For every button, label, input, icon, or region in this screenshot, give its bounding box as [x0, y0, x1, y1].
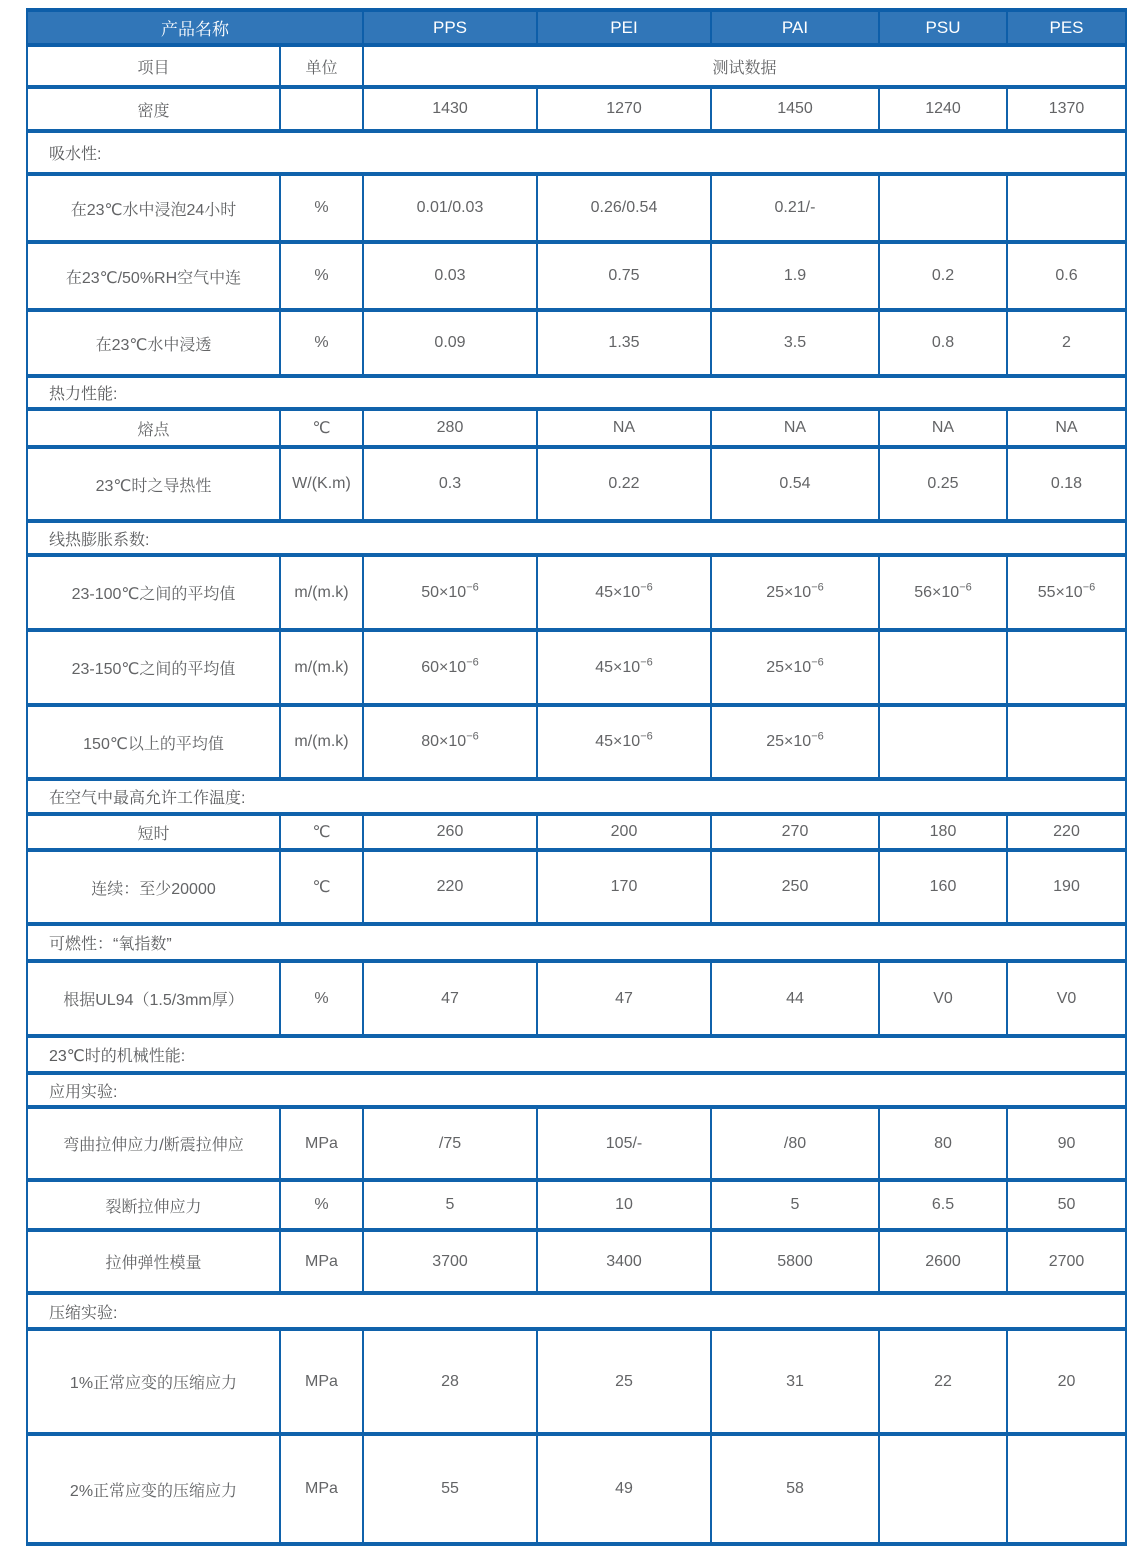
- value-cell: 0.54: [711, 447, 879, 521]
- value-cell: 1450: [711, 87, 879, 131]
- section-header-label: 23℃时的机械性能:: [27, 1036, 1126, 1073]
- property-label: 23℃时之导热性: [27, 447, 280, 521]
- table-row: [27, 1230, 1126, 1293]
- value-cell: $45\times 10^{-6}$: [537, 630, 711, 705]
- section-header-row: [27, 1073, 1126, 1107]
- value-cell: 20: [1007, 1329, 1126, 1434]
- value-cell: 0.01/0.03: [363, 174, 537, 242]
- value-cell: [1007, 705, 1126, 779]
- table-row: [27, 850, 1126, 924]
- property-label: 1%正常应变的压缩应力: [27, 1329, 280, 1434]
- value-cell: 160: [879, 850, 1007, 924]
- material-spec-table-container: [26, 8, 1125, 1546]
- value-cell: /75: [363, 1107, 537, 1180]
- value-cell: 0.21/-: [711, 174, 879, 242]
- material-header-pai: PAI: [711, 10, 879, 45]
- value-cell: 0.2: [879, 242, 1007, 310]
- section-header-label: 可燃性：“氧指数”: [27, 924, 1126, 961]
- value-cell: $80\times 10^{-6}$: [363, 705, 537, 779]
- value-cell: $55\times 10^{-6}$: [1007, 555, 1126, 630]
- section-header-row: [27, 376, 1126, 409]
- value-cell: 1270: [537, 87, 711, 131]
- value-cell: 200: [537, 814, 711, 850]
- table-row: [27, 814, 1126, 850]
- value-cell: 47: [537, 961, 711, 1036]
- property-label: 根据UL94（1.5/3mm厚）: [27, 961, 280, 1036]
- value-cell: [879, 705, 1007, 779]
- product-name-header: 产品名称: [27, 10, 363, 45]
- section-header-row: [27, 924, 1126, 961]
- unit-cell: ℃: [280, 850, 363, 924]
- value-cell: 0.03: [363, 242, 537, 310]
- unit-cell: MPa: [280, 1434, 363, 1544]
- material-header-psu: PSU: [879, 10, 1007, 45]
- value-cell: 5: [363, 1180, 537, 1230]
- value-cell: 3700: [363, 1230, 537, 1293]
- value-cell: 2600: [879, 1230, 1007, 1293]
- section-header-row: [27, 779, 1126, 814]
- unit-cell: %: [280, 242, 363, 310]
- section-header-label: 在空气中最高允许工作温度:: [27, 779, 1126, 814]
- table-row: [27, 705, 1126, 779]
- section-header-label: 吸水性:: [27, 131, 1126, 174]
- value-cell: [879, 1434, 1007, 1544]
- table-row: [27, 630, 1126, 705]
- value-cell: 220: [1007, 814, 1126, 850]
- subheader-row: [27, 45, 1126, 87]
- value-cell: 260: [363, 814, 537, 850]
- unit-cell: %: [280, 1180, 363, 1230]
- spec-table-body: [27, 45, 1126, 1544]
- property-label: 拉伸弹性模量: [27, 1230, 280, 1293]
- table-row: [27, 1434, 1126, 1544]
- table-row: [27, 87, 1126, 131]
- unit-cell: MPa: [280, 1329, 363, 1434]
- unit-cell: ℃: [280, 814, 363, 850]
- value-cell: [1007, 630, 1126, 705]
- value-cell: 1370: [1007, 87, 1126, 131]
- value-cell: 55: [363, 1434, 537, 1544]
- section-header-label: 热力性能:: [27, 376, 1126, 409]
- item-column-label: 项目: [27, 45, 280, 87]
- property-label: 在23℃水中浸透: [27, 310, 280, 376]
- value-cell: 1.35: [537, 310, 711, 376]
- property-label: 裂断拉伸应力: [27, 1180, 280, 1230]
- value-cell: $25\times 10^{-6}$: [711, 630, 879, 705]
- value-cell: $45\times 10^{-6}$: [537, 555, 711, 630]
- value-cell: 0.25: [879, 447, 1007, 521]
- value-cell: 0.3: [363, 447, 537, 521]
- value-cell: NA: [711, 409, 879, 447]
- table-row: [27, 409, 1126, 447]
- section-header-row: [27, 131, 1126, 174]
- property-label: 短时: [27, 814, 280, 850]
- table-row: [27, 555, 1126, 630]
- table-row: [27, 310, 1126, 376]
- table-row: [27, 961, 1126, 1036]
- value-cell: 180: [879, 814, 1007, 850]
- value-cell: NA: [1007, 409, 1126, 447]
- value-cell: 170: [537, 850, 711, 924]
- unit-cell: [280, 87, 363, 131]
- value-cell: 1.9: [711, 242, 879, 310]
- value-cell: 31: [711, 1329, 879, 1434]
- value-cell: $50\times 10^{-6}$: [363, 555, 537, 630]
- value-cell: 5800: [711, 1230, 879, 1293]
- value-cell: 80: [879, 1107, 1007, 1180]
- value-cell: 0.09: [363, 310, 537, 376]
- value-cell: 22: [879, 1329, 1007, 1434]
- value-cell: 58: [711, 1434, 879, 1544]
- unit-cell: m/(m.k): [280, 555, 363, 630]
- table-row: [27, 1107, 1126, 1180]
- value-cell: NA: [879, 409, 1007, 447]
- value-cell: $45\times 10^{-6}$: [537, 705, 711, 779]
- value-cell: V0: [1007, 961, 1126, 1036]
- section-header-label: 应用实验:: [27, 1073, 1126, 1107]
- value-cell: V0: [879, 961, 1007, 1036]
- unit-cell: %: [280, 174, 363, 242]
- value-cell: [1007, 1434, 1126, 1544]
- value-cell: NA: [537, 409, 711, 447]
- value-cell: 105/-: [537, 1107, 711, 1180]
- value-cell: 3.5: [711, 310, 879, 376]
- unit-cell: m/(m.k): [280, 705, 363, 779]
- property-label: 在23℃水中浸泡24小时: [27, 174, 280, 242]
- material-header-pps: PPS: [363, 10, 537, 45]
- value-cell: 0.8: [879, 310, 1007, 376]
- value-cell: 47: [363, 961, 537, 1036]
- value-cell: [1007, 174, 1126, 242]
- property-label: 密度: [27, 87, 280, 131]
- property-label: 150℃以上的平均值: [27, 705, 280, 779]
- property-label: 弯曲拉伸应力/断震拉伸应: [27, 1107, 280, 1180]
- value-cell: 220: [363, 850, 537, 924]
- value-cell: 1240: [879, 87, 1007, 131]
- unit-cell: m/(m.k): [280, 630, 363, 705]
- value-cell: 0.18: [1007, 447, 1126, 521]
- table-row: [27, 1180, 1126, 1230]
- material-header-pes: PES: [1007, 10, 1126, 45]
- property-label: 23-100℃之间的平均值: [27, 555, 280, 630]
- table-row: [27, 1329, 1126, 1434]
- section-header-label: 压缩实验:: [27, 1293, 1126, 1329]
- value-cell: 44: [711, 961, 879, 1036]
- unit-cell: ℃: [280, 409, 363, 447]
- value-cell: 250: [711, 850, 879, 924]
- header-row: [27, 10, 1126, 45]
- unit-cell: %: [280, 961, 363, 1036]
- value-cell: $56\times 10^{-6}$: [879, 555, 1007, 630]
- value-cell: 49: [537, 1434, 711, 1544]
- section-header-row: [27, 1293, 1126, 1329]
- value-cell: 90: [1007, 1107, 1126, 1180]
- value-cell: 0.22: [537, 447, 711, 521]
- table-row: [27, 447, 1126, 521]
- value-cell: 2700: [1007, 1230, 1126, 1293]
- unit-column-label: 单位: [280, 45, 363, 87]
- table-row: [27, 174, 1126, 242]
- value-cell: 25: [537, 1329, 711, 1434]
- value-cell: 28: [363, 1329, 537, 1434]
- property-label: 23-150℃之间的平均值: [27, 630, 280, 705]
- value-cell: [879, 174, 1007, 242]
- table-row: [27, 242, 1126, 310]
- property-label: 2%正常应变的压缩应力: [27, 1434, 280, 1544]
- value-cell: 0.75: [537, 242, 711, 310]
- value-cell: $60\times 10^{-6}$: [363, 630, 537, 705]
- value-cell: $25\times 10^{-6}$: [711, 555, 879, 630]
- test-data-label: 测试数据: [363, 45, 1126, 87]
- value-cell: 5: [711, 1180, 879, 1230]
- value-cell: 6.5: [879, 1180, 1007, 1230]
- unit-cell: MPa: [280, 1107, 363, 1180]
- property-label: 在23℃/50%RH空气中连: [27, 242, 280, 310]
- value-cell: 0.6: [1007, 242, 1126, 310]
- value-cell: /80: [711, 1107, 879, 1180]
- property-label: 熔点: [27, 409, 280, 447]
- value-cell: 190: [1007, 850, 1126, 924]
- property-label: 连续：至少20000: [27, 850, 280, 924]
- material-spec-table: [26, 8, 1127, 1546]
- unit-cell: MPa: [280, 1230, 363, 1293]
- value-cell: 270: [711, 814, 879, 850]
- unit-cell: %: [280, 310, 363, 376]
- value-cell: [879, 630, 1007, 705]
- value-cell: $25\times 10^{-6}$: [711, 705, 879, 779]
- value-cell: 2: [1007, 310, 1126, 376]
- section-header-label: 线热膨胀系数:: [27, 521, 1126, 555]
- value-cell: 10: [537, 1180, 711, 1230]
- unit-cell: W/(K.m): [280, 447, 363, 521]
- value-cell: 3400: [537, 1230, 711, 1293]
- value-cell: 280: [363, 409, 537, 447]
- section-header-row: [27, 521, 1126, 555]
- material-header-pei: PEI: [537, 10, 711, 45]
- value-cell: 0.26/0.54: [537, 174, 711, 242]
- value-cell: 1430: [363, 87, 537, 131]
- value-cell: 50: [1007, 1180, 1126, 1230]
- section-header-row: [27, 1036, 1126, 1073]
